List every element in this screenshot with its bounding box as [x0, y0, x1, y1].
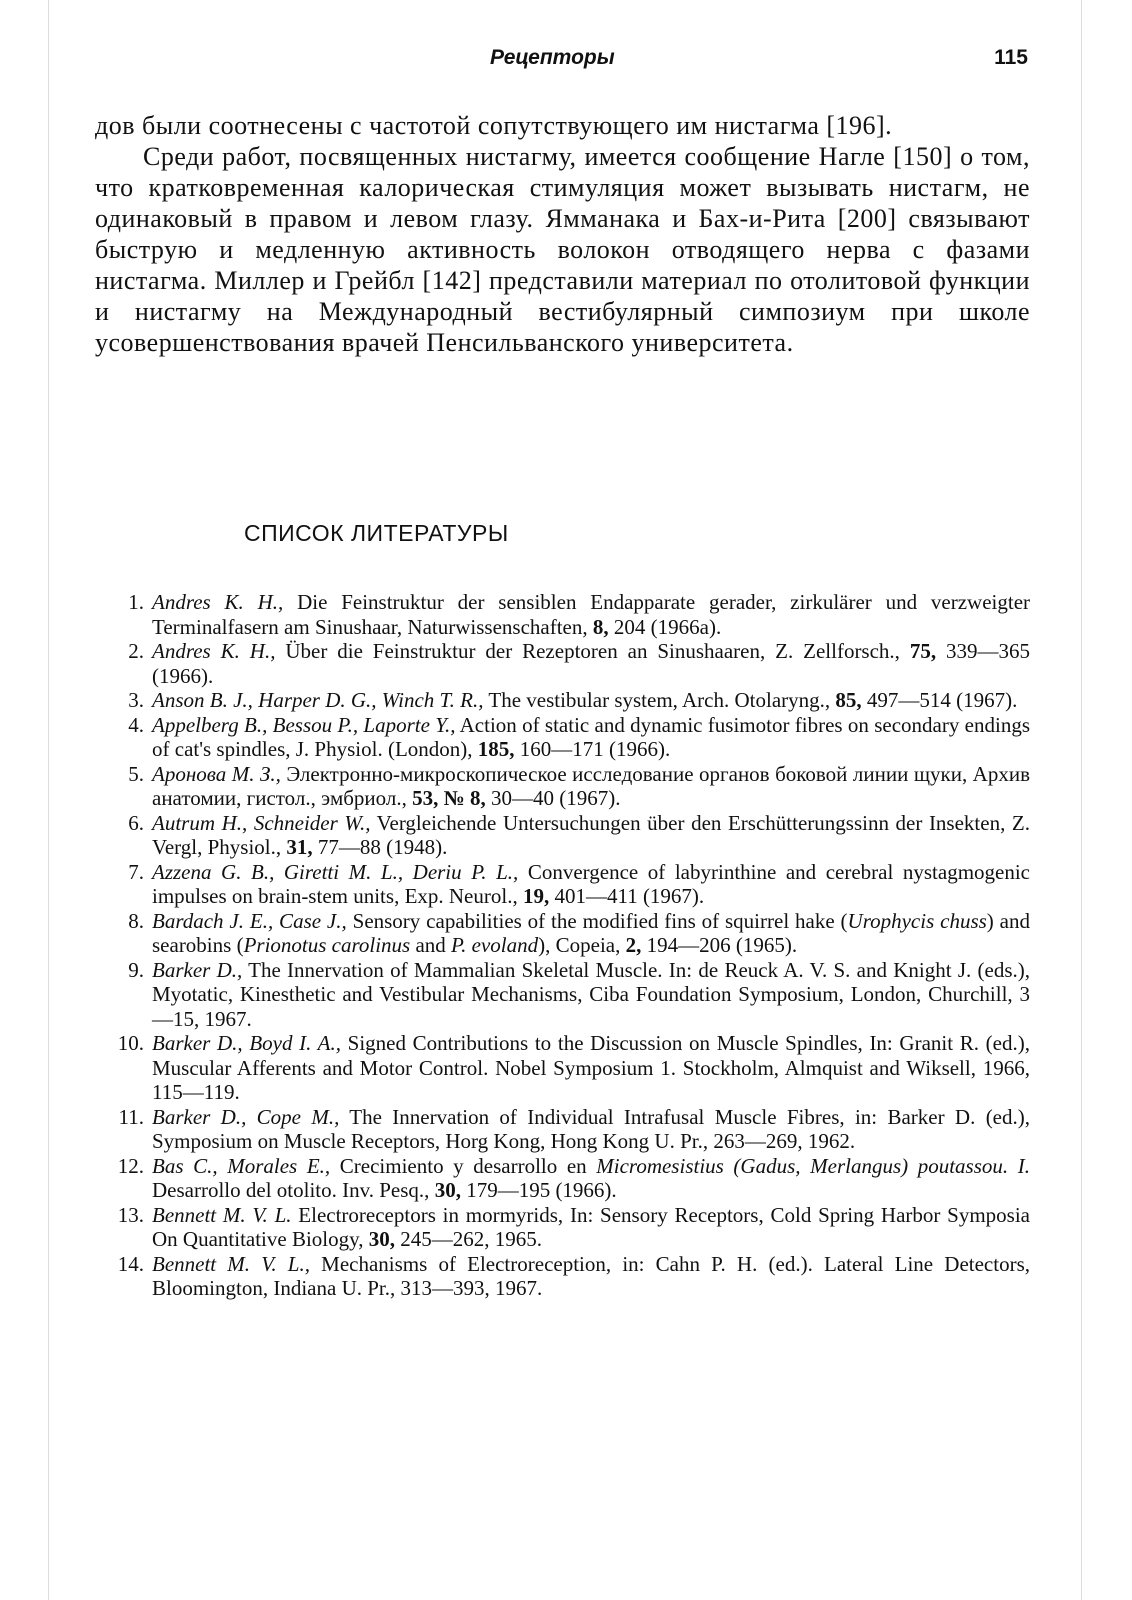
reference-volume: 185,	[477, 737, 515, 761]
reference-authors: Аронова М. З.,	[152, 761, 281, 786]
reference-number: 6.	[128, 810, 144, 835]
reference-text: Action of static and dynamic fusimotor fibres on secondary endings of cat's spindles, J. Physiol. (London),	[152, 712, 1031, 761]
reference-pages: 194—206 (1965).	[641, 933, 798, 957]
reference-item	[108, 909, 1030, 958]
reference-pages: 339—365 (1966).	[152, 639, 1030, 688]
paragraph-continuation: дов были соотнесены с частотой сопутствующего им нистагма [196].	[95, 111, 893, 140]
reference-species: Urophycis chuss	[847, 908, 987, 933]
reference-text: Mechanisms of Electroreception, in: Cahn P. H. (ed.). Lateral Line Detectors, Bloomington, Indiana U. Pr., 313—393, 1967.	[152, 1251, 1030, 1300]
reference-item	[108, 1105, 1030, 1154]
reference-pages: 497—514 (1967).	[861, 688, 1018, 712]
reference-volume: 31,	[286, 835, 313, 859]
reference-text: and	[410, 933, 452, 957]
reference-authors: Appelberg B., Bessou P., Laporte Y.,	[152, 712, 456, 737]
reference-text: Электронно-микроскопическое исследование органов боковой линии щуки, Архив анатомии, гистол., эмбриол.,	[152, 761, 1031, 810]
references-heading: СПИСОК ЛИТЕРАТУРЫ	[244, 520, 509, 546]
reference-item	[108, 639, 1030, 688]
page-number: 115	[994, 46, 1028, 69]
reference-text: Vergleichende Untersuchungen über den Erschütterungssinn der Insekten, Z. Vergl, Physiol.,	[152, 810, 1030, 859]
reference-authors: Bennett M. V. L.,	[152, 1251, 310, 1276]
reference-item	[108, 958, 1030, 1032]
reference-text: The Innervation of Mammalian Skeletal Muscle. In: de Reuck A. V. S. and Knight J. (eds.), Myotatic, Kinesthetic and Vestibular Mechanisms, Ciba Foundation Symposium, London, Churchill, 3—15, 1967.	[152, 957, 1030, 1031]
reference-item	[108, 688, 1030, 713]
reference-number: 14.	[117, 1251, 144, 1276]
reference-number: 8.	[128, 908, 144, 933]
reference-pages: 30—40 (1967).	[485, 786, 621, 810]
reference-text: The Innervation of Individual Intrafusal Muscle Fibres, in: Barker D. (ed.), Symposium on Muscle Receptors, Horg Kong, Hong Kong U. Pr., 263—269, 1962.	[152, 1104, 1030, 1153]
reference-authors: Bardach J. E., Case J.,	[152, 908, 347, 933]
reference-item	[108, 590, 1030, 639]
reference-number: 7.	[128, 859, 144, 884]
reference-pages: 160—171 (1966).	[514, 737, 671, 761]
reference-item	[108, 1252, 1030, 1301]
reference-number: 3.	[128, 688, 144, 712]
reference-text: Convergence of labyrinthine and cerebral nystagmogenic impulses on brain-stem units, Exp. Neurol.,	[152, 859, 1031, 908]
reference-number: 2.	[128, 639, 144, 663]
reference-number: 4.	[128, 712, 144, 737]
reference-number: 5.	[128, 761, 144, 786]
reference-pages: 245—262, 1965.	[395, 1227, 543, 1251]
reference-volume: 8,	[592, 614, 609, 639]
running-title: Рецепторы	[490, 46, 615, 69]
body-text	[95, 110, 1030, 358]
reference-authors: Andres K. H.,	[152, 590, 284, 614]
reference-text: Signed Contributions to the Discussion on Muscle Spindles, In: Granit R. (ed.), Muscular Afferents and Motor Control. Nobel Symposium 1. Stockholm, Almquist and Wiksell, 1966, 115—119.	[152, 1031, 1030, 1104]
reference-text: ) and searobins (	[152, 908, 1030, 957]
reference-pages: 179—195 (1966).	[460, 1178, 617, 1202]
reference-volume: 75,	[909, 639, 937, 663]
reference-list	[108, 590, 1030, 1301]
reference-volume: 53, № 8,	[412, 786, 486, 810]
reference-authors: Anson B. J., Harper D. G., Winch T. R.,	[152, 688, 484, 712]
reference-authors: Bennett M. V. L.	[152, 1202, 292, 1227]
reference-authors: Barker D., Cope M.,	[152, 1104, 340, 1129]
reference-pages: 204 (1966a).	[608, 614, 722, 639]
reference-species: P. evoland	[451, 933, 539, 957]
reference-item	[108, 1203, 1030, 1252]
reference-species: Prionotus carolinus	[243, 933, 411, 957]
reference-item	[108, 811, 1030, 860]
reference-text: Electroreceptors in mormyrids, In: Sensory Receptors, Cold Spring Harbor Symposia On Quantitative Biology,	[152, 1202, 1030, 1251]
paragraph-nystagmus-studies: Среди работ, посвященных нистагму, имеется сообщение Нагле [150] о том, что кратковременная калорическая стимуляция может вызывать нистагм, не одинаковый в правом и левом глазу. Ямманака и Бах-и-Рита [200] связывают быструю и медленную активность волокон отводящего нерва с фазами нистагма. Миллер и Грейбл [142] представили материал по отолитовой функции и нистагму на Международный вестибулярный симпозиум при школе усовершенствования врачей Пенсильванского университета.	[95, 142, 1030, 357]
reference-volume: 85,	[835, 688, 862, 712]
running-head	[48, 46, 1028, 76]
reference-species: Micromesistius (Gadus, Merlangus) poutassou. I.	[596, 1153, 1030, 1178]
reference-authors: Andres K. H.,	[152, 639, 276, 663]
reference-volume: 19,	[522, 884, 550, 908]
reference-text: Sensory capabilities of the modified fins of squirrel hake (	[346, 908, 848, 933]
reference-authors: Bas C., Morales E.,	[152, 1153, 331, 1178]
reference-number: 10.	[117, 1031, 144, 1055]
reference-number: 13.	[117, 1202, 144, 1227]
reference-item	[108, 1031, 1030, 1105]
reference-volume: 30,	[434, 1178, 461, 1202]
reference-item	[108, 762, 1030, 811]
reference-pages: 77—88 (1948).	[312, 835, 448, 859]
reference-item	[108, 1154, 1030, 1203]
reference-text: Desarrollo del otolito. Inv. Pesq.,	[152, 1178, 435, 1202]
reference-item	[108, 713, 1030, 762]
reference-authors: Barker D.,	[152, 957, 243, 982]
reference-text: The vestibular system, Arch. Otolaryng.,	[483, 688, 836, 712]
reference-text: Die Feinstruktur der sensiblen Endapparate gerader, zirkulärer und verzweigter Terminalfasern am Sinushaar, Naturwissenschaften,	[152, 590, 1031, 639]
reference-volume: 2,	[625, 933, 642, 957]
reference-number: 11.	[118, 1104, 144, 1129]
reference-number: 1.	[128, 590, 144, 614]
reference-pages: 401—411 (1967).	[549, 884, 705, 908]
reference-text: Über die Feinstruktur der Rezeptoren an Sinushaaren, Z. Zellforsch.,	[275, 639, 910, 663]
reference-number: 9.	[128, 957, 144, 982]
reference-authors: Barker D., Boyd I. A.,	[152, 1031, 341, 1055]
reference-number: 12.	[117, 1153, 144, 1178]
reference-volume: 30,	[368, 1227, 396, 1251]
reference-text: Crecimiento y desarrollo en	[330, 1153, 597, 1178]
reference-text: ), Copeia,	[538, 933, 626, 957]
reference-item	[108, 860, 1030, 909]
reference-authors: Azzena G. B., Giretti M. L., Deriu P. L.,	[152, 859, 519, 884]
reference-authors: Autrum H., Schneider W.,	[152, 810, 371, 835]
